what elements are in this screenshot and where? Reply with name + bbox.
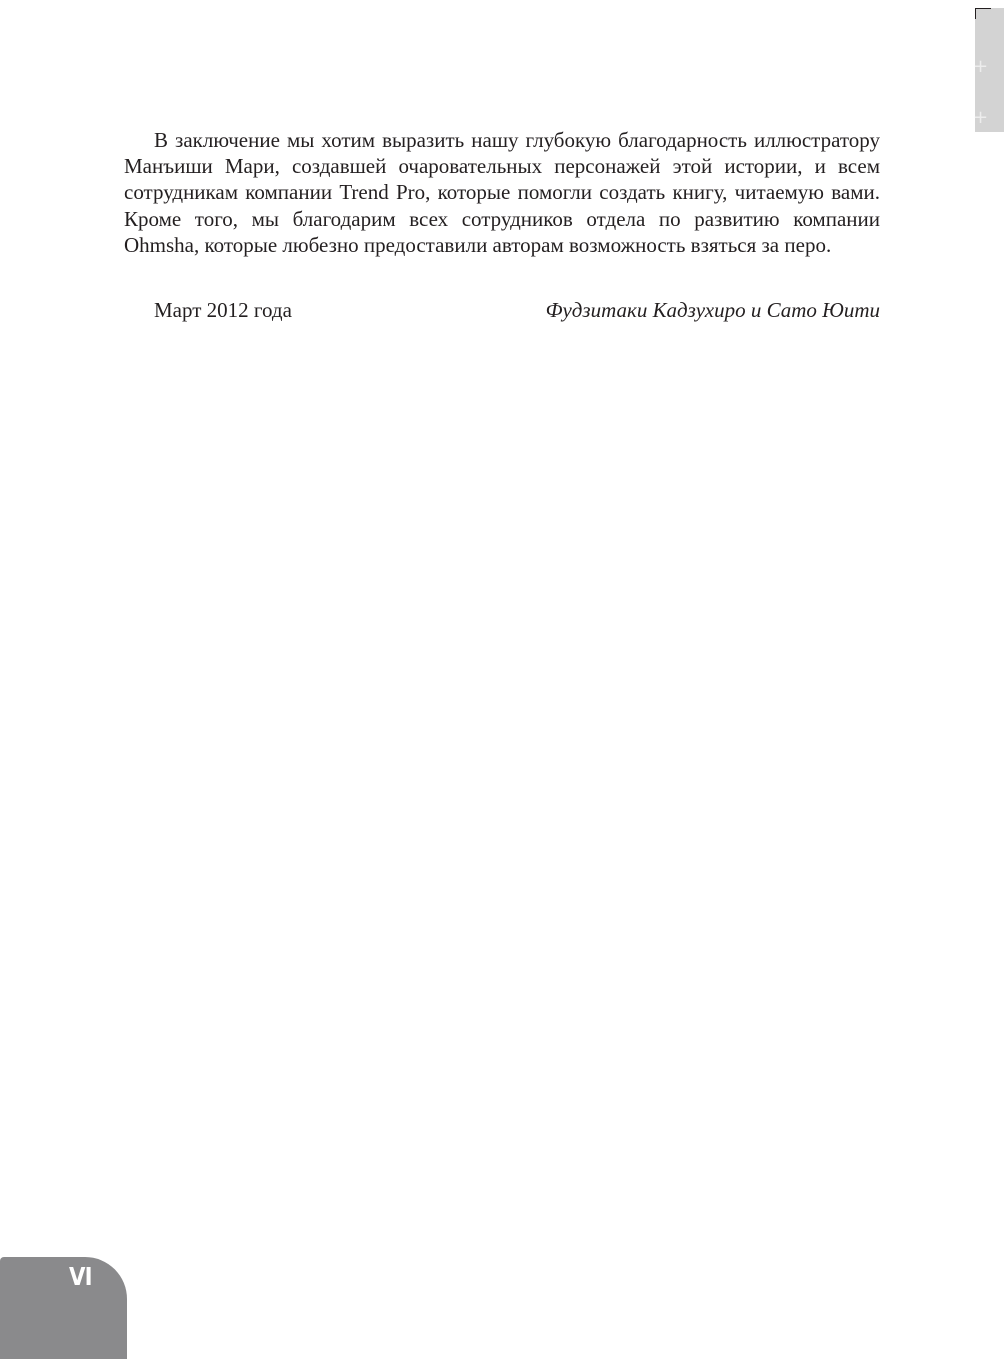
registration-cross-icon: + [973, 56, 989, 77]
crop-mark [975, 8, 991, 19]
signature-row [124, 297, 880, 323]
signature-authors: Фудзитаки Кадзухиро и Сато Юити [545, 298, 880, 322]
page-number: VI [69, 1262, 92, 1291]
registration-cross-icon: + [973, 107, 989, 128]
page-number-tab [0, 1257, 127, 1359]
acknowledgement-paragraph: В заключение мы хотим выразить нашу глубокую благодарность иллюстратору Манъиши Мари, создавшей очаровательных персонажей этой истории, и всем сотрудникам компании Trend Pro, которые помогли создать книгу, читаемую вами. Кроме того, мы благодарим всех сотрудников отдела по развитию компании Ohmsha, которые любезно предоставили авторам возможность взяться за перо. [124, 128, 880, 257]
signature-date: Март 2012 года [154, 298, 292, 322]
